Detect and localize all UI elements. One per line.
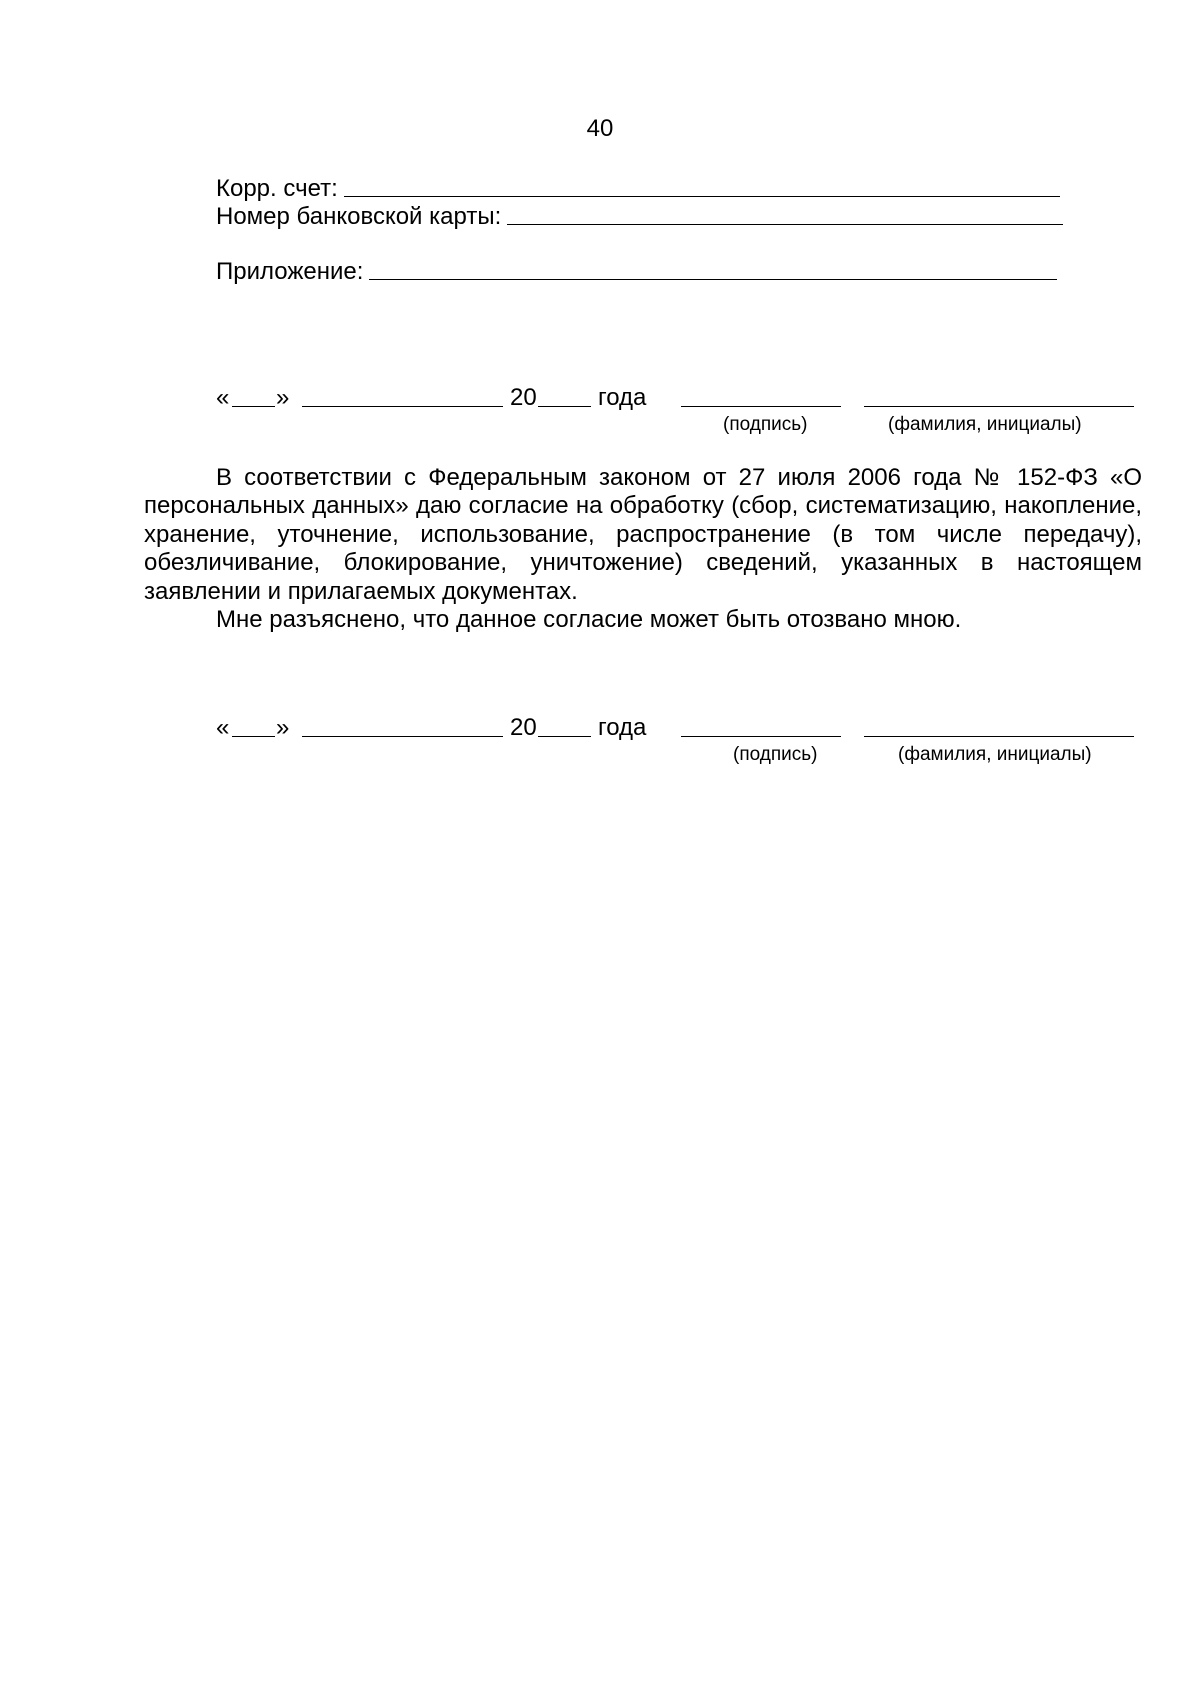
signature-caption: (подпись) (733, 744, 818, 765)
date-signature-row-2 (216, 714, 1141, 744)
month-line[interactable] (302, 714, 503, 737)
year-line[interactable] (538, 714, 591, 737)
signature-line[interactable] (681, 384, 841, 407)
attachment-field (216, 255, 1057, 286)
attachment-line[interactable] (369, 255, 1057, 280)
name-line[interactable] (864, 714, 1134, 737)
day-line[interactable] (232, 714, 275, 737)
name-caption: (фамилия, инициалы) (898, 744, 1092, 765)
day-line[interactable] (232, 384, 275, 407)
signature-line[interactable] (681, 714, 841, 737)
bank-card-field (216, 200, 1063, 231)
year-line[interactable] (538, 384, 591, 407)
year-suffix: года (598, 714, 647, 741)
year-suffix: года (598, 384, 647, 411)
year-prefix: 20 (510, 384, 537, 411)
signature-caption: (подпись) (723, 414, 808, 435)
quote-open: « (216, 714, 230, 741)
name-caption: (фамилия, инициалы) (888, 414, 1082, 435)
revocation-paragraph: Мне разъяснено, что данное согласие может быть отозвано мною. (216, 606, 962, 633)
bank-card-label: Номер банковской карты: (216, 203, 502, 230)
date-signature-row-1 (216, 384, 1141, 414)
year-prefix: 20 (510, 714, 537, 741)
bank-card-line[interactable] (507, 200, 1063, 225)
quote-open: « (216, 384, 230, 411)
corr-account-field (216, 172, 1060, 203)
name-line[interactable] (864, 384, 1134, 407)
corr-account-label: Корр. счет: (216, 175, 338, 202)
attachment-label: Приложение: (216, 258, 364, 285)
quote-close: » (276, 384, 290, 411)
page-number: 40 (586, 115, 614, 142)
month-line[interactable] (302, 384, 503, 407)
consent-paragraph: В соответствии с Федеральным законом от 27 июля 2006 года № 152-ФЗ «О персональных данных» даю согласие на обработку (сбор, систематизацию, накопление, хранение, уточнение, использование, распространение (в том числе передачу), обезличивание, блокирование, уничтожение) сведений, указанных в настоящем заявлении и прилагаемых документах. (144, 464, 1142, 605)
corr-account-line[interactable] (344, 172, 1060, 197)
quote-close: » (276, 714, 290, 741)
